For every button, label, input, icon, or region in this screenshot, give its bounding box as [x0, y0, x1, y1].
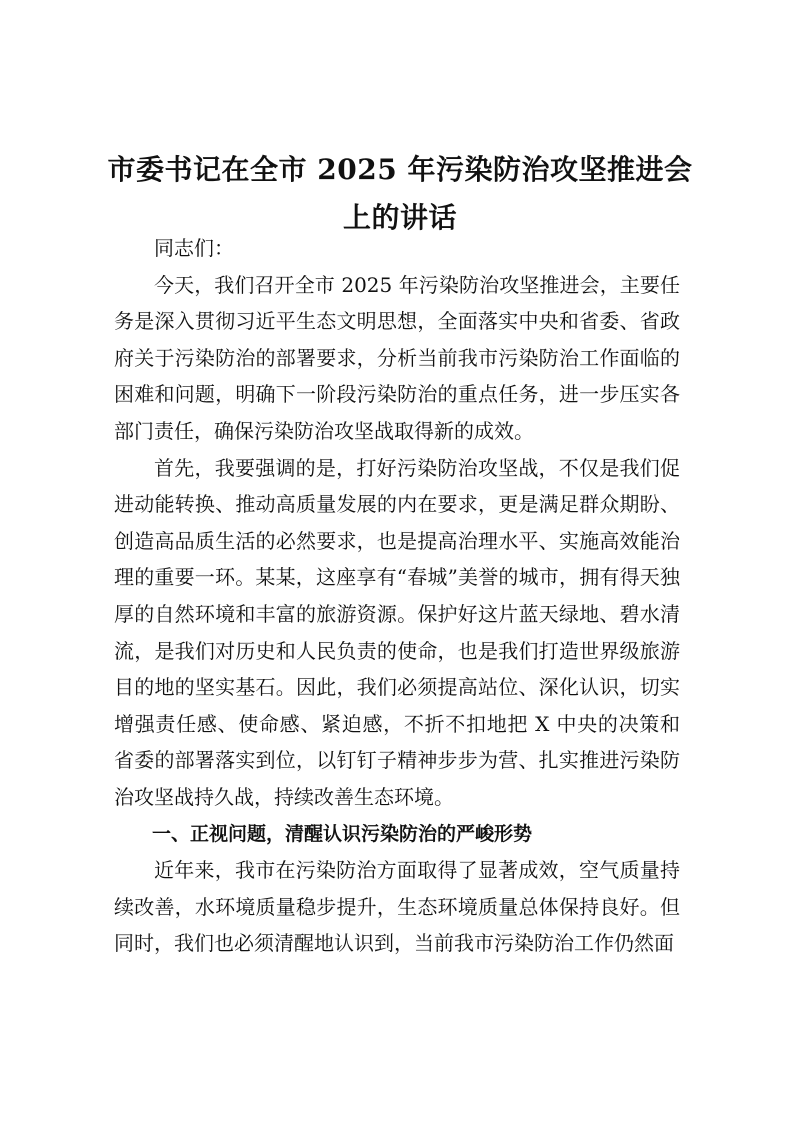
paragraph-emphasis: 首先，我要强调的是，打好污染防治攻坚战，不仅是我们促进动能转换、推动高质量发展的内在要求，更是满足群众期盼、创造高品质生活的必然要求，也是提高治理水平、实施高效能治理的重要一环。某某，这座享有“春城”美誉的城市，拥有得天独厚的自然环境和丰富的旅游资源。保护好这片蓝天绿地、碧水清流，是我们对历史和人民负责的使命，也是我们打造世界级旅游目的地的坚实基石。因此，我们必须提高站位、深化认识，切实增强责任感、使命感、紧迫感，不折不扣地把 X 中央的决策和省委的部署落实到位，以钉钉子精神步步为营、扎实推进污染防治攻坚战持久战，持续改善生态环境。 [114, 455, 680, 809]
paragraph-section-1: 近年来，我市在污染防治方面取得了显著成效，空气质量持续改善，水环境质量稳步提升，生态环境质量总体保持良好。但同时，我们也必须清醒地认识到，当前我市污染防治工作仍然面 [114, 858, 680, 956]
document-body [114, 230, 680, 962]
salutation: 同志们： [154, 236, 234, 260]
section-heading: 一、正视问题，清醒认识污染防治的严峻形势 [152, 822, 533, 845]
title-line-1: 市委书记在全市 2025 年污染防治攻坚推进会 [107, 153, 693, 186]
document-title [100, 146, 700, 242]
paragraph-opening: 今天，我们召开全市 2025 年污染防治攻坚推进会，主要任务是深入贯彻习近平生态文明思想，全面落实中央和省委、省政府关于污染防治的部署要求，分析当前我市污染防治工作面临的困难和问题，明确下一阶段污染防治的重点任务，进一步压实各部门责任，确保污染防治攻坚战取得新的成效。 [114, 272, 680, 443]
title-line-2: 上的讲话 [342, 201, 457, 234]
